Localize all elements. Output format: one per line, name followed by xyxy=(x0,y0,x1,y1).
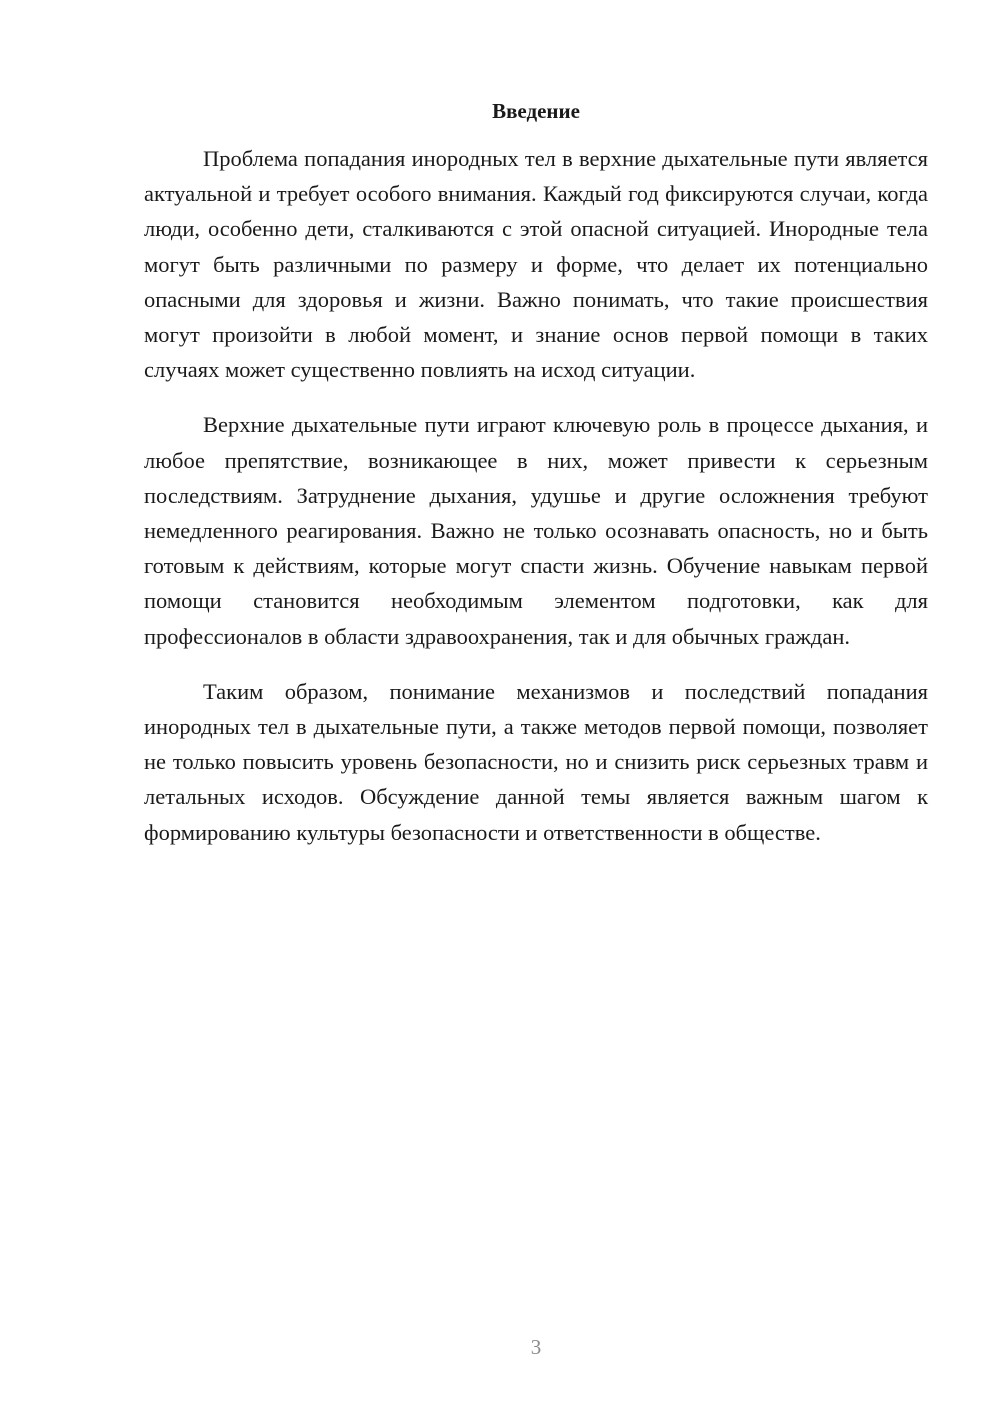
section-title: Введение xyxy=(492,99,580,123)
page-number: 3 xyxy=(530,1335,542,1359)
paragraph-3: Таким образом, понимание механизмов и последствий попадания инородных тел в дыхательные пути, а также методов первой помощи, позволяет не только повысить уровень безопасности, но и снизить риск серьезных травм и летальных исходов. Обсуждение данной темы является важным шагом к формированию культуры безопасности и ответственности в обществе. xyxy=(144,678,928,845)
paragraph-1: Проблема попадания инородных тел в верхние дыхательные пути является актуальной и требует особого внимания. Каждый год фиксируются случаи, когда люди, особенно дети, сталкиваются с этой опасной ситуацией. Инородные тела могут быть различными по размеру и форме, что делает их потенциально опасными для здоровья и жизни. Важно понимать, что такие происшествия могут произойти в любой момент, и знание основ первой помощи в таких случаях может существенно повлиять на исход ситуации. xyxy=(144,146,928,383)
body-text xyxy=(144,141,928,870)
paragraph-2: Верхние дыхательные пути играют ключевую роль в процессе дыхания, и любое препятствие, возникающее в них, может привести к серьезным последствиям. Затруднение дыхания, удушье и другие осложнения требуют немедленного реагирования. Важно не только осознавать опасность, но и быть готовым к действиям, которые могут спасти жизнь. Обучение навыкам первой помощи становится необходимым элементом подготовки, как для профессионалов в области здравоохранения, так и для обычных граждан. xyxy=(144,412,928,649)
